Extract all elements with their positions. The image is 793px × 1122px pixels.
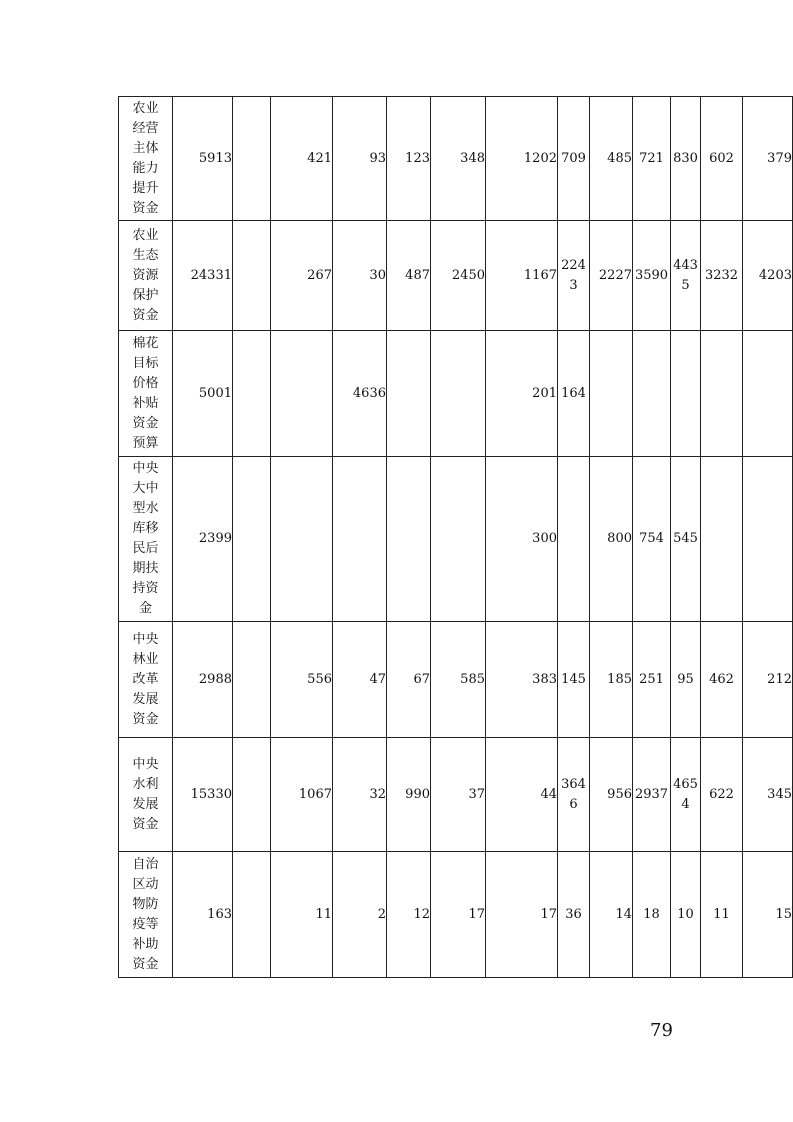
table-cell xyxy=(233,738,271,852)
table-cell: 3646 xyxy=(558,738,590,852)
table-cell: 5913 xyxy=(173,97,233,221)
table-cell: 2 xyxy=(333,852,387,978)
table-cell xyxy=(431,457,486,622)
table-cell: 754 xyxy=(633,457,671,622)
table-cell: 622 xyxy=(701,738,743,852)
table-cell: 4654 xyxy=(671,738,701,852)
table-cell: 462 xyxy=(701,622,743,738)
table-cell: 32 xyxy=(333,738,387,852)
row-label: 农业经营主体能力提升资金 xyxy=(132,100,159,216)
funds-table xyxy=(118,96,793,978)
row-label: 中央水利发展资金 xyxy=(132,756,159,832)
table-cell: 47 xyxy=(333,622,387,738)
table-cell: 11 xyxy=(271,852,333,978)
row-label-cell xyxy=(119,221,173,331)
table-cell: 2243 xyxy=(558,221,590,331)
row-label: 中央林业改革发展资金 xyxy=(132,631,159,727)
table-cell: 2450 xyxy=(431,221,486,331)
table-cell: 24331 xyxy=(173,221,233,331)
table-cell: 164 xyxy=(558,331,590,457)
table-cell: 12 xyxy=(387,852,431,978)
table-cell: 721 xyxy=(633,97,671,221)
row-label: 自治区动物防疫等补助资金 xyxy=(132,856,159,972)
table-cell: 2399 xyxy=(173,457,233,622)
table-row xyxy=(119,221,793,331)
table-cell xyxy=(743,331,793,457)
table-cell xyxy=(271,331,333,457)
table-cell: 3590 xyxy=(633,221,671,331)
table-cell xyxy=(743,457,793,622)
table-cell: 585 xyxy=(431,622,486,738)
table-cell: 990 xyxy=(387,738,431,852)
table-cell: 163 xyxy=(173,852,233,978)
table-cell: 2227 xyxy=(590,221,633,331)
table-cell: 17 xyxy=(431,852,486,978)
table-cell: 1167 xyxy=(486,221,558,331)
row-label: 棉花目标价格补贴资金预算 xyxy=(132,335,159,451)
table-cell: 4435 xyxy=(671,221,701,331)
table-row xyxy=(119,738,793,852)
table-cell: 487 xyxy=(387,221,431,331)
row-label-cell xyxy=(119,331,173,457)
page-number: 79 xyxy=(650,1020,673,1041)
table-cell: 18 xyxy=(633,852,671,978)
table-row xyxy=(119,457,793,622)
table-cell: 345 xyxy=(743,738,793,852)
table-cell: 348 xyxy=(431,97,486,221)
table-cell: 1202 xyxy=(486,97,558,221)
table-cell: 300 xyxy=(486,457,558,622)
table-cell xyxy=(671,331,701,457)
table-cell: 251 xyxy=(633,622,671,738)
row-label-cell xyxy=(119,457,173,622)
table-cell: 709 xyxy=(558,97,590,221)
table-cell: 44 xyxy=(486,738,558,852)
table-cell: 5001 xyxy=(173,331,233,457)
table-cell: 67 xyxy=(387,622,431,738)
table-cell xyxy=(233,97,271,221)
table-cell xyxy=(233,457,271,622)
table-cell: 15 xyxy=(743,852,793,978)
table-cell: 36 xyxy=(558,852,590,978)
table-cell: 93 xyxy=(333,97,387,221)
table-cell xyxy=(233,622,271,738)
table-cell: 267 xyxy=(271,221,333,331)
table-cell: 379 xyxy=(743,97,793,221)
table-cell: 830 xyxy=(671,97,701,221)
table-row xyxy=(119,331,793,457)
table-cell xyxy=(233,221,271,331)
table-cell: 10 xyxy=(671,852,701,978)
table-cell xyxy=(333,457,387,622)
table-cell xyxy=(233,331,271,457)
table-cell: 421 xyxy=(271,97,333,221)
row-label-cell xyxy=(119,97,173,221)
table-cell: 185 xyxy=(590,622,633,738)
table-cell: 545 xyxy=(671,457,701,622)
table-cell xyxy=(431,331,486,457)
table-row xyxy=(119,622,793,738)
table-body xyxy=(119,97,793,978)
row-label-cell xyxy=(119,622,173,738)
table-cell xyxy=(633,331,671,457)
table-cell: 556 xyxy=(271,622,333,738)
table-cell: 4636 xyxy=(333,331,387,457)
row-label: 中央大中型水库移民后期扶持资金 xyxy=(132,461,159,616)
table-cell: 1067 xyxy=(271,738,333,852)
table-cell: 15330 xyxy=(173,738,233,852)
table-cell: 37 xyxy=(431,738,486,852)
table-row xyxy=(119,852,793,978)
table-cell: 4203 xyxy=(743,221,793,331)
table-cell: 800 xyxy=(590,457,633,622)
table-cell: 95 xyxy=(671,622,701,738)
table-cell: 383 xyxy=(486,622,558,738)
table-cell: 30 xyxy=(333,221,387,331)
table-row xyxy=(119,97,793,221)
table-cell: 14 xyxy=(590,852,633,978)
table-cell xyxy=(387,457,431,622)
table-cell: 123 xyxy=(387,97,431,221)
row-label: 农业生态资源保护资金 xyxy=(132,227,159,323)
table-cell: 485 xyxy=(590,97,633,221)
table-cell: 145 xyxy=(558,622,590,738)
table-cell: 17 xyxy=(486,852,558,978)
table-cell xyxy=(387,331,431,457)
row-label-cell xyxy=(119,738,173,852)
table-cell xyxy=(233,852,271,978)
table-cell: 201 xyxy=(486,331,558,457)
table-cell: 2937 xyxy=(633,738,671,852)
table-cell xyxy=(590,331,633,457)
row-label-cell xyxy=(119,852,173,978)
table-cell xyxy=(271,457,333,622)
table-cell: 602 xyxy=(701,97,743,221)
table-cell xyxy=(701,457,743,622)
table-cell: 956 xyxy=(590,738,633,852)
table-cell: 11 xyxy=(701,852,743,978)
table-cell xyxy=(558,457,590,622)
table-cell: 212 xyxy=(743,622,793,738)
table-cell: 2988 xyxy=(173,622,233,738)
table-cell xyxy=(701,331,743,457)
table-cell: 3232 xyxy=(701,221,743,331)
